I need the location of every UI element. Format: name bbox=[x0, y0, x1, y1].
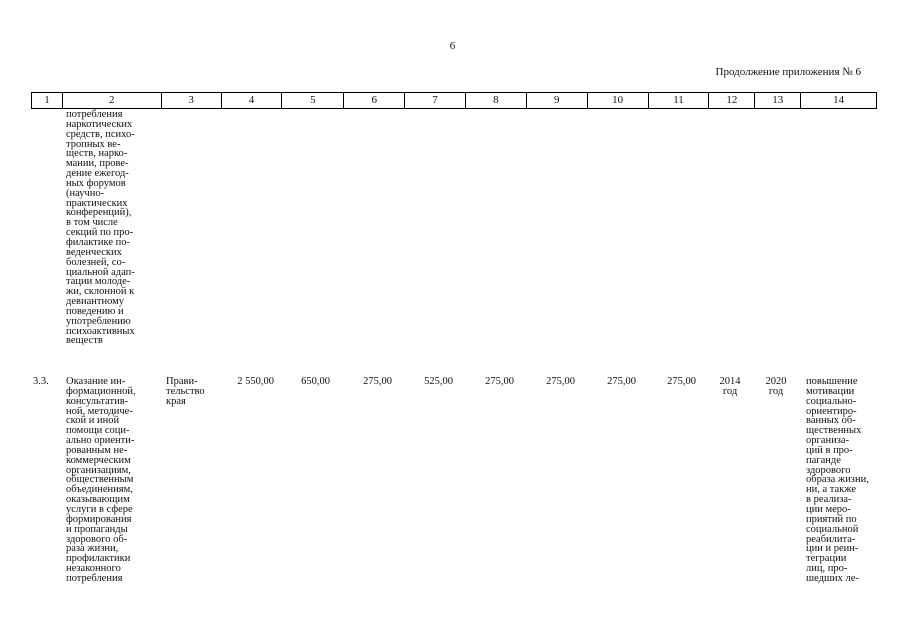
header-col-8: 8 bbox=[465, 93, 526, 108]
text-line: в том числе bbox=[66, 217, 118, 229]
row-col-9-value: 275,00 bbox=[546, 376, 575, 387]
text-line: общественным bbox=[66, 474, 134, 486]
row-col-5-value: 650,00 bbox=[301, 376, 330, 387]
text-line: циальной адап- bbox=[66, 266, 135, 278]
text-line: ной, методиче- bbox=[66, 405, 133, 417]
text-line: организа- bbox=[806, 435, 850, 447]
row-start-year bbox=[710, 377, 750, 397]
text-line: консультатив- bbox=[66, 395, 129, 407]
text-line: ально ориенти- bbox=[66, 435, 135, 447]
header-col-5: 5 bbox=[281, 93, 343, 108]
text-line: раза жизни, bbox=[66, 543, 119, 555]
text-line: Прави- bbox=[166, 376, 198, 387]
text-line: организациям, bbox=[66, 464, 131, 476]
text-line: ской и иной bbox=[66, 415, 120, 427]
header-col-9: 9 bbox=[526, 93, 587, 108]
text-line: приятий по bbox=[806, 513, 857, 525]
text-line: теграции bbox=[806, 553, 847, 565]
text-line: (научно- bbox=[66, 187, 105, 199]
text-line: формирования bbox=[66, 513, 132, 525]
text-line: ванных об- bbox=[806, 415, 856, 427]
text-line: употреблению bbox=[66, 315, 131, 327]
text-line: психоактивных bbox=[66, 325, 135, 337]
header-col-6: 6 bbox=[343, 93, 404, 108]
text-line: незаконного bbox=[66, 563, 121, 575]
text-line: ориентиро- bbox=[806, 405, 857, 417]
text-line: практических bbox=[66, 197, 128, 209]
page-number: 6 bbox=[449, 40, 456, 52]
text-line: помощи соци- bbox=[66, 425, 130, 437]
text-line: Оказание ин- bbox=[66, 376, 126, 387]
text-line: год bbox=[768, 385, 784, 397]
row-col-6-value: 275,00 bbox=[363, 376, 392, 387]
text-line: рованным не- bbox=[66, 444, 128, 456]
row-col-7-value: 525,00 bbox=[424, 376, 453, 387]
header-col-1: 1 bbox=[44, 94, 50, 106]
text-line: края bbox=[166, 395, 186, 407]
text-line: средств, психо- bbox=[66, 128, 135, 140]
text-line: дение ежегод- bbox=[66, 168, 129, 180]
text-line: тации молоде- bbox=[66, 276, 131, 288]
text-line: реабилита- bbox=[806, 533, 856, 545]
text-line: паганде bbox=[806, 454, 841, 466]
text-line: мотивации bbox=[806, 385, 855, 397]
header-col-4: 4 bbox=[221, 93, 282, 108]
text-line: в реализа- bbox=[806, 494, 852, 506]
text-line: жи, склонной к bbox=[66, 286, 135, 298]
header-col-7: 7 bbox=[404, 93, 465, 108]
text-line: поведению и bbox=[66, 305, 124, 317]
header-col-11: 11 bbox=[648, 93, 709, 108]
header-col-14: 14 bbox=[800, 93, 876, 108]
text-line: ных форумов bbox=[66, 177, 126, 189]
text-line: лиц, про- bbox=[806, 563, 848, 575]
text-line: социально- bbox=[806, 395, 857, 407]
text-line: веденческих bbox=[66, 246, 122, 258]
text-line: здорового об- bbox=[66, 533, 128, 545]
text-line: ни, а также bbox=[806, 484, 857, 496]
header-col-3: 3 bbox=[161, 93, 221, 108]
text-line: оказывающим bbox=[66, 494, 130, 506]
text-line: тельство bbox=[166, 385, 205, 397]
header-col-12: 12 bbox=[708, 93, 754, 108]
text-line: шедших ле- bbox=[806, 572, 859, 584]
continuation-label: Продолжение приложения № 6 bbox=[715, 66, 861, 78]
row-col-10-value: 275,00 bbox=[607, 376, 636, 387]
row-description bbox=[66, 377, 136, 584]
text-line: ции и реин- bbox=[806, 543, 859, 555]
text-line: конференций), bbox=[66, 207, 132, 219]
text-line: ций в про- bbox=[806, 444, 853, 456]
text-line: год bbox=[722, 385, 738, 397]
row-expected-result bbox=[806, 377, 869, 584]
row-number: 3.3. bbox=[33, 376, 49, 387]
header-col-10: 10 bbox=[587, 93, 648, 108]
text-line: здорового bbox=[806, 464, 851, 476]
text-line: профилактики bbox=[66, 553, 131, 565]
text-line: мании, прове- bbox=[66, 158, 129, 170]
row-col-11-value: 275,00 bbox=[667, 376, 696, 387]
text-line: веществ bbox=[66, 335, 103, 347]
text-line: и пропаганды bbox=[66, 523, 128, 535]
text-line: тропных ве- bbox=[66, 138, 121, 150]
table-header-row bbox=[31, 92, 877, 109]
text-line: социальной bbox=[806, 523, 859, 535]
row-executor bbox=[166, 377, 205, 407]
text-line: повышение bbox=[806, 376, 858, 387]
prev-row-description bbox=[66, 110, 135, 346]
text-line: филактике по- bbox=[66, 236, 130, 248]
row-col-4-value: 2 550,00 bbox=[237, 376, 274, 387]
text-line: формационной, bbox=[66, 385, 136, 397]
text-line: ществ, нарко- bbox=[66, 148, 128, 160]
text-line: образа жизни, bbox=[806, 474, 869, 486]
text-line: 2014 bbox=[719, 376, 741, 387]
header-col-2: 2 bbox=[62, 93, 161, 108]
row-end-year bbox=[756, 377, 796, 397]
text-line: секций по про- bbox=[66, 227, 134, 239]
text-line: ции меро- bbox=[806, 503, 851, 515]
text-line: потребления bbox=[66, 572, 123, 584]
text-line: коммерческим bbox=[66, 454, 131, 466]
text-line: услуги в сфере bbox=[66, 503, 133, 515]
text-line: болезней, со- bbox=[66, 256, 126, 268]
text-line: потребления bbox=[66, 109, 123, 120]
text-line: 2020 bbox=[765, 376, 787, 387]
text-line: объединениям, bbox=[66, 484, 133, 496]
text-line: щественных bbox=[806, 425, 862, 437]
text-line: наркотических bbox=[66, 118, 133, 130]
text-line: девиантному bbox=[66, 296, 125, 308]
row-col-8-value: 275,00 bbox=[485, 376, 514, 387]
header-col-13: 13 bbox=[754, 93, 800, 108]
